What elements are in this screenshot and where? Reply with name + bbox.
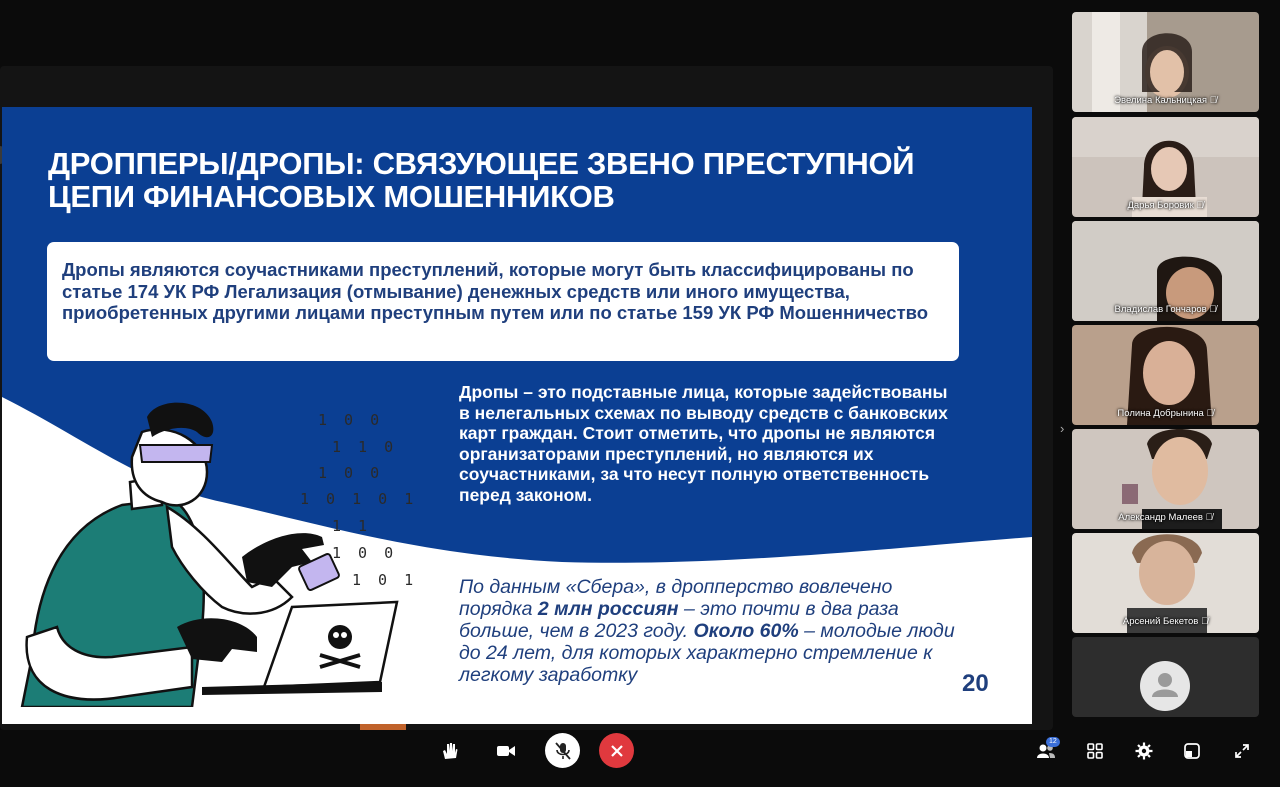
mic-muted-icon: 🎙̸ (1206, 408, 1214, 419)
presentation-slide (2, 107, 1032, 724)
participant-name-text: Дарья Боровик (1127, 200, 1194, 211)
binary-digits: 1 0 0 (318, 464, 384, 482)
participant-name (1072, 616, 1259, 627)
participant-tile[interactable] (1072, 533, 1259, 633)
participant-name (1072, 200, 1259, 211)
grid-view-icon (1087, 743, 1103, 759)
participant-tile[interactable] (1072, 12, 1259, 112)
slide-title: ДРОППЕРЫ/ДРОПЫ: СВЯЗУЮЩЕЕ ЗВЕНО ПРЕСТУПНОЙ ЦЕПИ ФИНАНСОВЫХ МОШЕННИКОВ (48, 146, 915, 214)
participant-name-text: Владислав Гончаров (1114, 304, 1207, 315)
camera-button[interactable] (490, 735, 522, 767)
participant-tile[interactable] (1072, 325, 1259, 425)
binary-digits: 1 0 1 (352, 571, 418, 589)
participant-tile[interactable] (1072, 637, 1259, 717)
layout-icon (1184, 743, 1200, 759)
camera-icon (496, 743, 516, 759)
raise-hand-icon (439, 741, 459, 761)
hacker-illustration (2, 387, 422, 707)
mic-muted-icon: 🎙̸ (1196, 200, 1204, 211)
info-box-text: Дропы являются соучастниками преступлений, которые могут быть классифицированы по статье 174 УК РФ Легализация (отмывание) денежных средств или иного имущества, приобретенных другими лицами преступным путем или по статье 159 УК РФ Мошенничество (62, 259, 929, 323)
layout-button[interactable] (1176, 735, 1208, 767)
raise-hand-button[interactable] (433, 735, 465, 767)
mic-muted-icon: 🎙̸ (1205, 512, 1213, 523)
stat-part-1: По данным «Сбера», в дропперство вовлечено порядка (459, 576, 893, 620)
slide-progress-bar (360, 724, 406, 730)
grid-view-button[interactable] (1079, 735, 1111, 767)
mic-muted-icon (554, 741, 572, 761)
stat-bold-2: Около 60% (693, 620, 799, 642)
participant-name-text: Эвелина Кальницкая (1114, 95, 1208, 106)
info-box (47, 242, 959, 361)
fullscreen-icon (1234, 743, 1250, 759)
participant-name-text: Арсений Бекетов (1122, 616, 1199, 627)
mic-muted-icon: 🎙̸ (1201, 616, 1209, 627)
fullscreen-button[interactable] (1226, 735, 1258, 767)
microphone-button[interactable] (545, 733, 580, 768)
settings-icon (1135, 742, 1153, 760)
participant-tile[interactable] (1072, 221, 1259, 321)
stat-part-3: – молодые люди до 24 лет, для которых характерно стремление к легкому заработку (459, 620, 955, 686)
page-number: 20 (962, 670, 989, 697)
participant-name (1072, 408, 1259, 419)
participant-name (1072, 95, 1259, 106)
end-call-icon (610, 744, 624, 758)
settings-button[interactable] (1128, 735, 1160, 767)
avatar (1140, 661, 1190, 711)
participant-name-text: Александр Малеев (1118, 512, 1203, 523)
user-icon (1140, 661, 1190, 711)
binary-digits: 1 0 1 0 1 (300, 490, 418, 508)
statistics-text (459, 576, 959, 686)
stat-part-2: – это почти в два раза больше, чем в 2023 году. (459, 598, 899, 642)
end-call-button[interactable] (599, 733, 634, 768)
participants-count-badge: 12 (1046, 737, 1060, 747)
participant-name-text: Полина Добрынина (1117, 408, 1204, 419)
mic-muted-icon: 🎙̸ (1209, 304, 1217, 315)
participant-name (1072, 512, 1259, 523)
stat-bold-1: 2 млн россиян (537, 598, 679, 620)
binary-digits: 1 1 0 (332, 438, 398, 456)
binary-digits: 1 1 (332, 517, 372, 535)
mic-muted-icon: 🎙̸ (1209, 95, 1217, 106)
participant-tile[interactable] (1072, 429, 1259, 529)
binary-digits: 1 0 0 (318, 411, 384, 429)
participant-name (1072, 304, 1259, 315)
drops-description: Дропы – это подставные лица, которые задействованы в нелегальных схемах по выводу средств с банковских карт граждан. Стоит отметить, что дропы не являются организаторами преступлений, но являются их соучастниками, за что несут полную ответственность перед законом. (459, 382, 948, 505)
collapse-panel-icon[interactable]: › (1060, 421, 1065, 436)
participant-tile[interactable] (1072, 117, 1259, 217)
binary-digits: 1 0 0 (332, 544, 398, 562)
